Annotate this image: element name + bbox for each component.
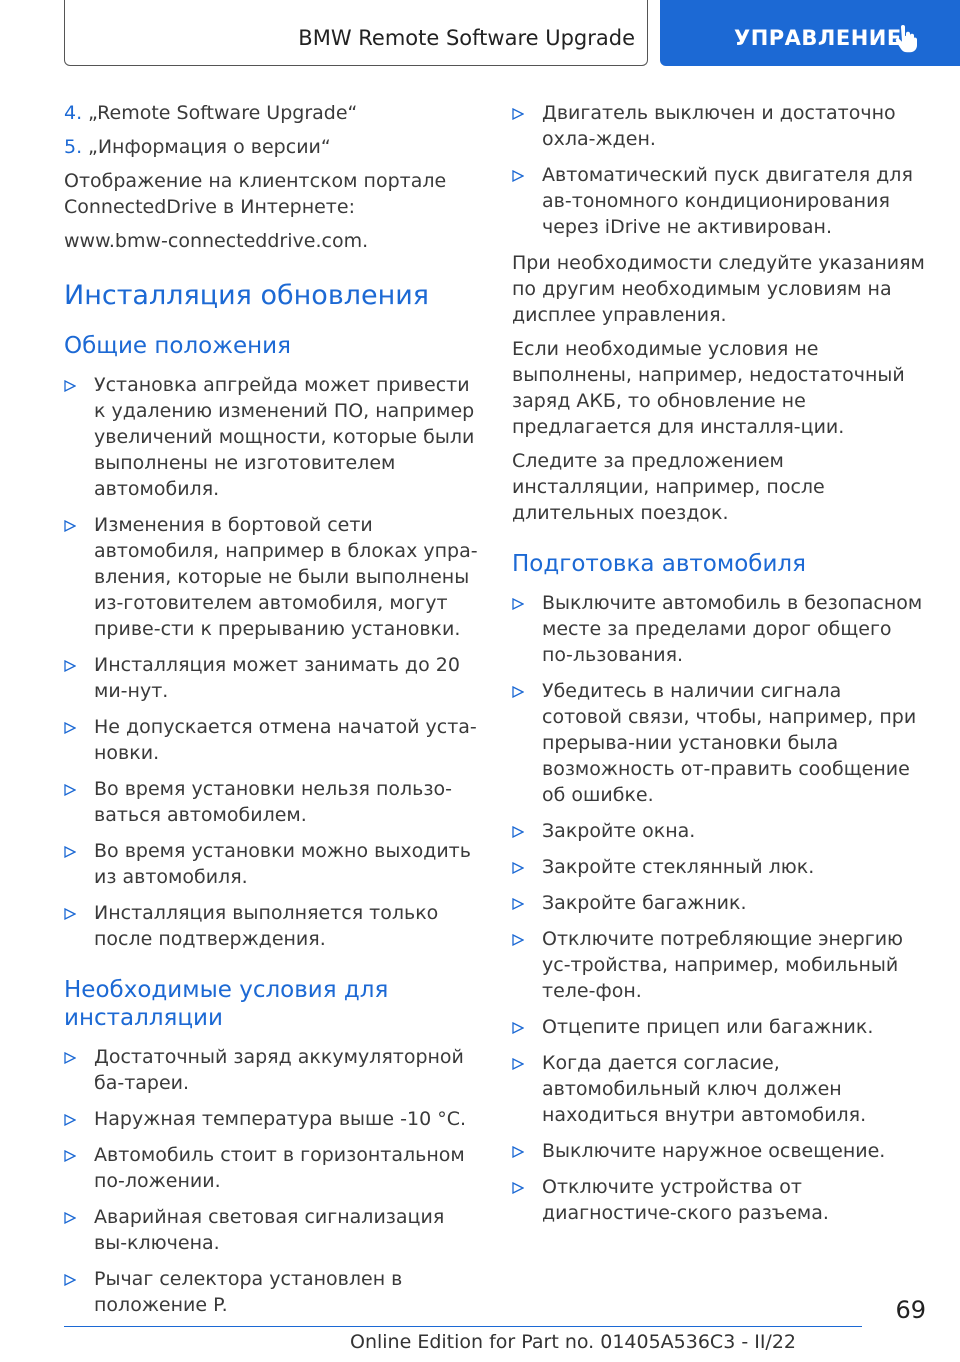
footer-divider [64,1326,862,1327]
right-column [512,100,926,1236]
paragraph: www.bmw-connecteddrive.com. [64,230,369,252]
triangle-bullet-icon [512,170,524,182]
triangle-bullet-icon [64,1052,76,1064]
numbered-step [64,134,478,160]
list-item: Изменения в бортовой сети автомобиля, например в блоках упра-вления, которые не были выполнены из-готовителем автомобиля, могут приве-сти к прерыванию установки. [64,512,478,642]
subsection-heading: Необходимые условия для инсталляции [64,977,389,1031]
numbered-step [64,100,478,126]
triangle-bullet-icon [64,784,76,796]
triangle-bullet-icon [64,520,76,532]
list-item: Во время установки нельзя пользо-ваться автомобилем. [64,776,478,828]
conditions-list-continued [512,100,926,240]
triangle-bullet-icon [512,1182,524,1194]
list-item: Отключите потребляющие энергию ус-тройства, например, мобильный теле-фон. [512,926,926,1004]
triangle-bullet-icon [64,1274,76,1286]
list-item: Убедитесь в наличии сигнала сотовой связи, чтобы, например, при прерыва-нии установки была возможность от-править сообщение об ошибке. [512,678,926,808]
triangle-bullet-icon [64,846,76,858]
list-item: Во время установки можно выходить из автомобиля. [64,838,478,890]
section-label: УПРАВЛЕНИЕ [734,26,902,50]
list-item: Наружная температура выше -10 °C. [64,1106,478,1132]
triangle-bullet-icon [512,1022,524,1034]
header-title-box [64,0,648,66]
page-number: 69 [895,1296,926,1324]
subsection-heading: Общие положения [64,333,291,359]
header-title: BMW Remote Software Upgrade [298,26,635,50]
paragraph: Следите за предложением инсталляции, например, после длительных поездок. [512,450,825,524]
preparation-list [512,590,926,1226]
conditions-list [64,1044,478,1318]
list-item: Не допускается отмена начатой уста-новки. [64,714,478,766]
subsection-heading: Подготовка автомобиля [512,551,806,577]
paragraph: Отображение на клиентском портале ConnectedDrive в Интернете: [64,170,447,218]
triangle-bullet-icon [512,826,524,838]
list-item: Рычаг селектора установлен в положение P. [64,1266,478,1318]
list-item: Автоматический пуск двигателя для ав-тономного кондиционирования через iDrive не активирован. [512,162,926,240]
step-number: 4. [64,102,83,124]
triangle-bullet-icon [512,1058,524,1070]
triangle-bullet-icon [512,862,524,874]
triangle-bullet-icon [64,380,76,392]
list-item: Отцепите прицеп или багажник. [512,1014,926,1040]
triangle-bullet-icon [512,898,524,910]
paragraph: Если необходимые условия не выполнены, например, недостаточный заряд АКБ, то обновление не предлагается для инсталля-ции. [512,338,905,438]
list-item: Установка апгрейда может привести к удалению изменений ПО, например увеличений мощности, которые были выполнены не изготовителем автомобиля. [64,372,478,502]
list-item: Автомобиль стоит в горизонтальном по-ложении. [64,1142,478,1194]
step-number: 5. [64,136,83,158]
list-item: Закройте стеклянный люк. [512,854,926,880]
triangle-bullet-icon [64,1114,76,1126]
general-list [64,372,478,952]
list-item: Инсталляция выполняется только после подтверждения. [64,900,478,952]
list-item: Выключите наружное освещение. [512,1138,926,1164]
triangle-bullet-icon [64,722,76,734]
triangle-bullet-icon [64,1212,76,1224]
section-tab [660,0,960,66]
list-item: Когда дается согласие, автомобильный ключ должен находиться внутри автомобиля. [512,1050,926,1128]
left-column [64,100,478,1328]
triangle-bullet-icon [512,108,524,120]
triangle-bullet-icon [64,660,76,672]
edition-note: Online Edition for Part no. 01405A536C3 - II/22 [350,1331,797,1353]
triangle-bullet-icon [64,908,76,920]
triangle-bullet-icon [64,1150,76,1162]
paragraph: При необходимости следуйте указаниям по другим необходимым условиям на дисплее управления. [512,252,925,326]
hand-pointer-icon [894,25,918,53]
list-item: Закройте окна. [512,818,926,844]
list-item: Выключите автомобиль в безопасном месте за пределами дорог общего по-льзования. [512,590,926,668]
list-item: Двигатель выключен и достаточно охла-жден. [512,100,926,152]
list-item: Аварийная световая сигнализация вы-ключена. [64,1204,478,1256]
triangle-bullet-icon [512,686,524,698]
step-text: „Информация о версии“ [88,136,331,158]
list-item: Закройте багажник. [512,890,926,916]
list-item: Достаточный заряд аккумуляторной ба-тареи. [64,1044,478,1096]
list-item: Инсталляция может занимать до 20 ми-нут. [64,652,478,704]
triangle-bullet-icon [512,598,524,610]
triangle-bullet-icon [512,934,524,946]
step-text: „Remote Software Upgrade“ [88,102,358,124]
list-item: Отключите устройства от диагностиче-ского разъема. [512,1174,926,1226]
section-heading: Инсталляция обновления [64,280,430,311]
triangle-bullet-icon [512,1146,524,1158]
